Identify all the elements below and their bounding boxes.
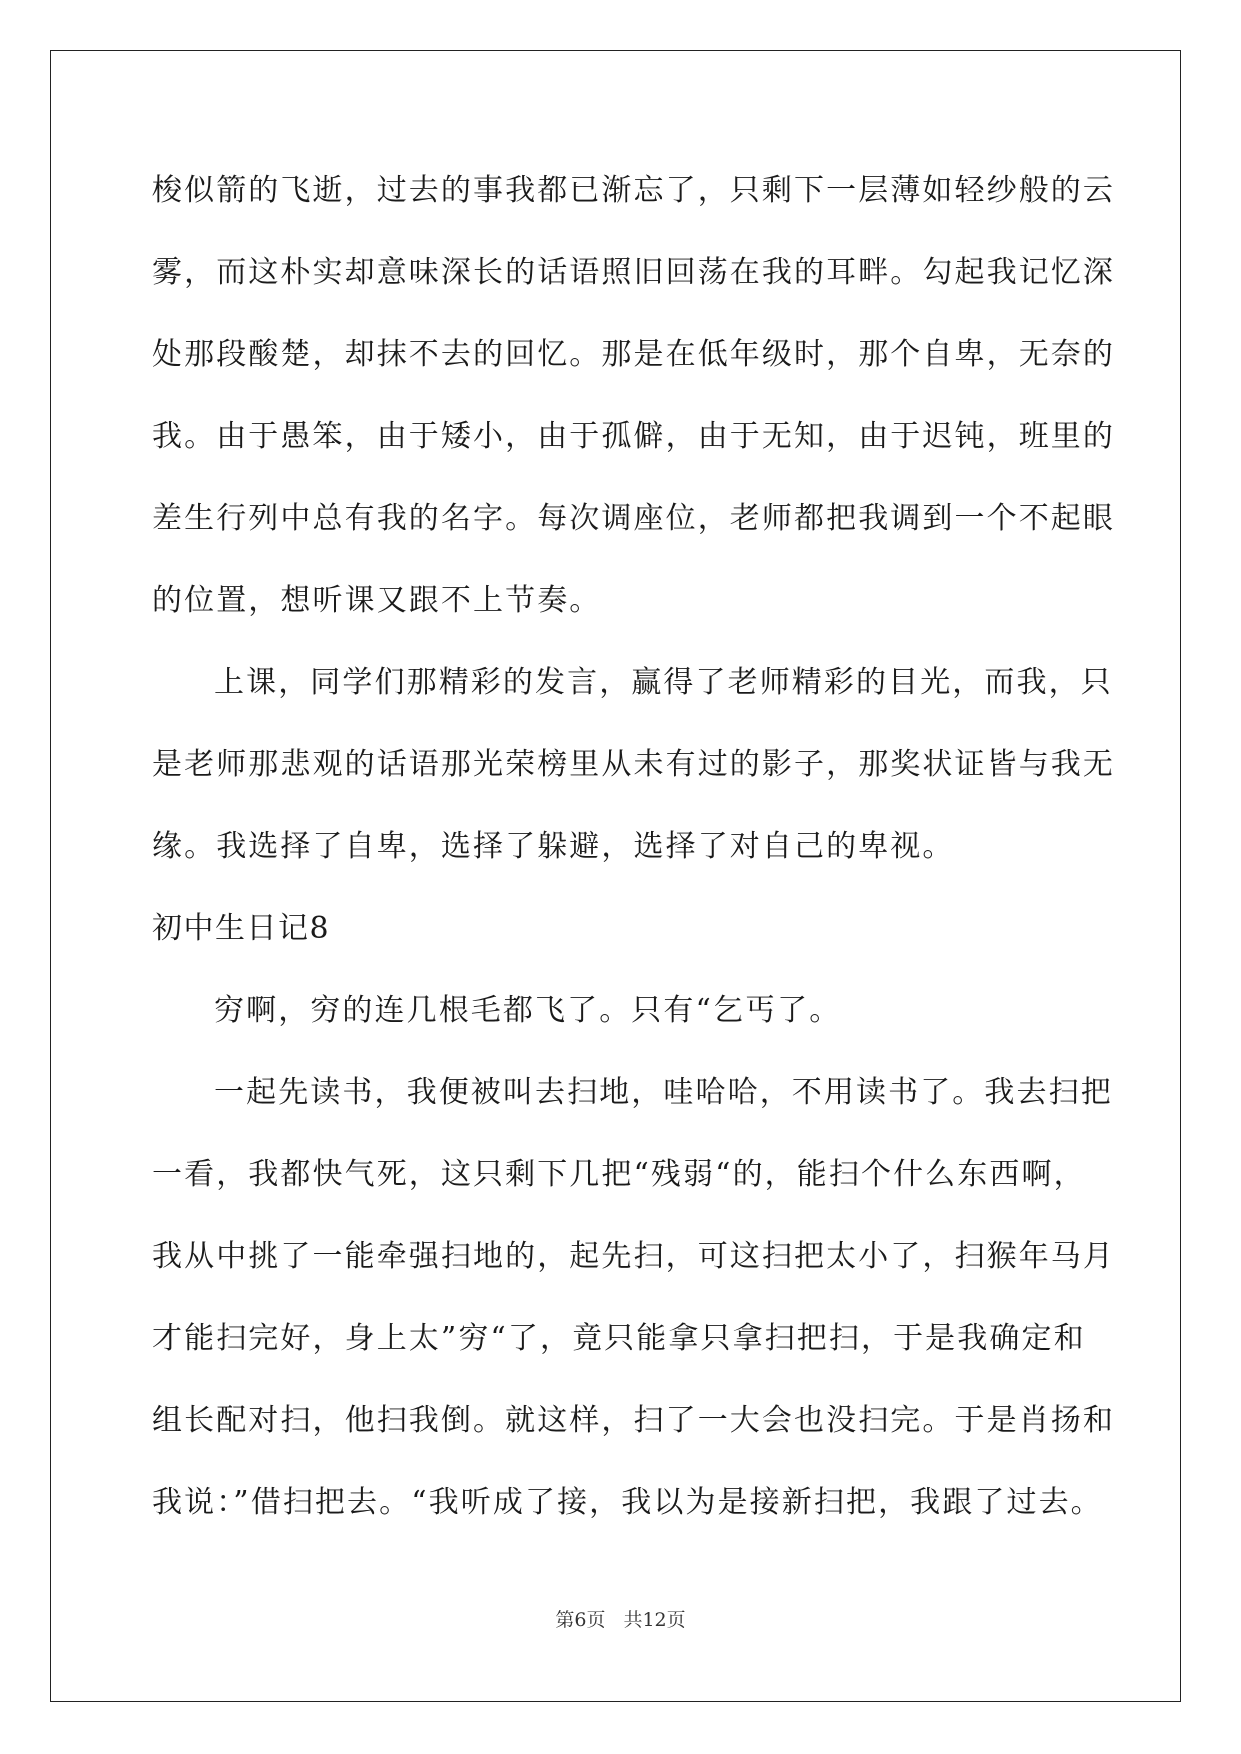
text-line: 一看，我都快气死，这只剩下几把“残弱“的，能扫个什么东西啊， [152, 1157, 1086, 1192]
paragraph-start-line: 穷啊，穷的连几根毛都飞了。只有“乞丐了。 [214, 993, 842, 1028]
text-line: 梭似箭的飞逝，过去的事我都已渐忘了，只剩下一层薄如轻纱般的云 [152, 173, 1115, 208]
text-line: 我说：”借扫把去。“我听成了接，我以为是接新扫把，我跟了过去。 [152, 1485, 1103, 1520]
text-line: 我。由于愚笨，由于矮小，由于孤僻，由于无知，由于迟钝，班里的 [152, 419, 1115, 454]
page-total: 共12页 [623, 1609, 686, 1631]
text-line: 雾，而这朴实却意味深长的话语照旧回荡在我的耳畔。勾起我记忆深 [152, 255, 1115, 290]
text-line: 差生行列中总有我的名字。每次调座位，老师都把我调到一个不起眼 [152, 501, 1115, 536]
document-body [152, 150, 1115, 1544]
text-line: 缘。我选择了自卑，选择了躲避，选择了对自己的卑视。 [152, 829, 955, 864]
paragraph-start-line: 上课，同学们那精彩的发言，赢得了老师精彩的目光，而我，只 [214, 665, 1113, 700]
text-line: 处那段酸楚，却抹不去的回忆。那是在低年级时，那个自卑，无奈的 [152, 337, 1115, 372]
text-line: 才能扫完好，身上太”穷“了，竟只能拿只拿扫把扫，于是我确定和 [152, 1321, 1086, 1356]
text-line: 是老师那悲观的话语那光荣榜里从未有过的影子，那奖状证皆与我无 [152, 747, 1115, 782]
text-line: 组长配对扫，他扫我倒。就这样，扫了一大会也没扫完。于是肖扬和 [152, 1403, 1115, 1438]
section-heading: 初中生日记8 [152, 911, 331, 946]
page-number: 第6页 [555, 1609, 606, 1631]
page-footer [0, 1605, 1241, 1632]
text-line: 我从中挑了一能牵强扫地的，起先扫，可这扫把太小了，扫猴年马月 [152, 1239, 1115, 1274]
text-line: 的位置，想听课又跟不上节奏。 [152, 583, 602, 618]
paragraph-start-line: 一起先读书，我便被叫去扫地，哇哈哈，不用读书了。我去扫把 [214, 1075, 1113, 1110]
